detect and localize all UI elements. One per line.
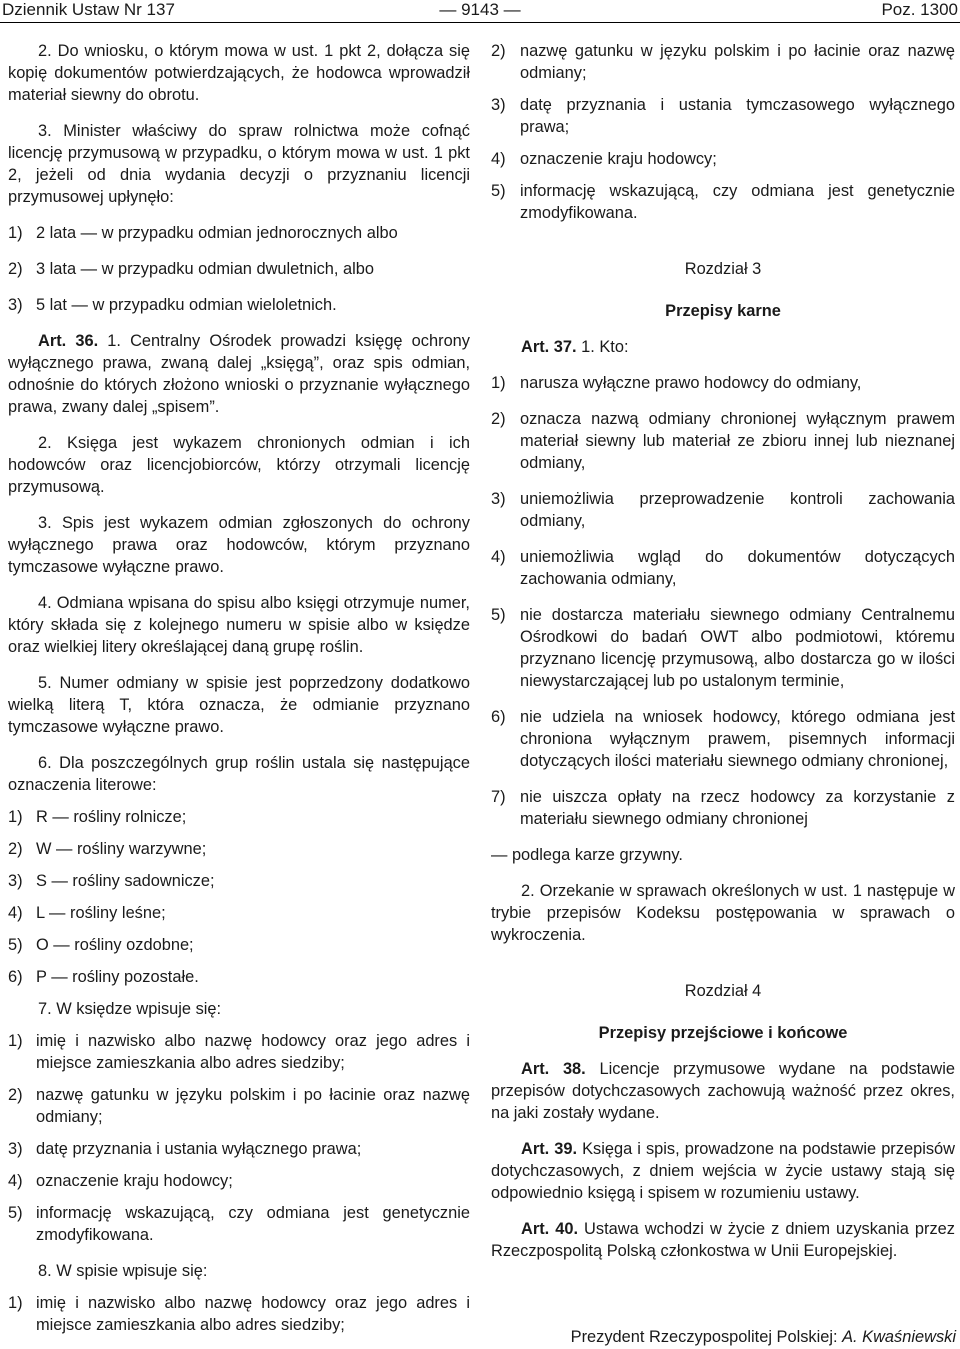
journal-title: Dziennik Ustaw Nr 137 [2,0,175,19]
list-item: 2) oznacza nazwą odmiany chronionej wyłącznym prawem materiał siewny lub materiał ze zbioru innej lub nieznanej odmiany, [491,410,955,472]
paragraph-art36-5: 5. Numer odmiany w spisie jest poprzedzony dodatkowo wielką literą T, która oznacza, że odmianie przyznano tymczasowe wyłączne prawo. [8,674,470,736]
list-item: 4) L — rośliny leśne; [8,904,166,922]
list-item: 4) oznaczenie kraju hodowcy; [8,1172,233,1190]
periods-list [8,222,470,316]
list-item: 1) R — rośliny rolnicze; [8,808,187,826]
letters-list [8,806,470,988]
paragraph-art35-3: 3. Minister właściwy do spraw rolnictwa może cofnąć licencję przymusową w przypadku, o którym mowa w ust. 1 pkt 2, jeżeli od dnia wydania decyzji o przyznaniu licencji przymusowej upłynęło: [8,122,470,206]
chapter-4-title: Przepisy przejściowe i końcowe [598,1024,848,1042]
list-item: 1) imię i nazwisko albo nazwę hodowcy oraz jego adres i miejsce zamieszkania albo adres siedziby; [8,1032,470,1072]
article-label: Art. 37. [521,338,577,356]
page-number: — 9143 — [439,0,521,19]
paragraph-art37-2: 2. Orzekanie w sprawach określonych w ust. 1 następuje w trybie przepisów Kodeksu postępowania w sprawach o wykroczenia. [491,882,955,944]
chapter-3-title: Przepisy karne [665,302,781,320]
paragraph-art40: Art. 40. Ustawa wchodzi w życie z dniem uzyskania przez Rzeczpospolitą Polską członkostwa w Unii Europejskiej. [491,1220,955,1260]
offences-list [491,372,955,830]
list-item: 2) 3 lata — w przypadku odmian dwuletnich, albo [8,260,375,278]
list-item: 2) W — rośliny warzywne; [8,840,207,858]
list-item: 3) datę przyznania i ustania tymczasowego wyłącznego prawa; [491,96,955,136]
left-column [8,40,470,1336]
list-item: 5) O — rośliny ozdobne; [8,936,194,954]
list-item: 6) P — rośliny pozostałe. [8,968,199,986]
article-label: Art. 38. [521,1060,586,1078]
paragraph-art35-2: 2. Do wniosku, o którym mowa w ust. 1 pkt 2, dołącza się kopię dokumentów potwierdzających, że hodowca wprowadził materiał siewny do obrotu. [8,42,470,104]
article-label: Art. 39. [521,1140,578,1158]
list-item: 6) nie udziela na wniosek hodowcy, którego odmiana jest chroniona wyłącznym prawem, pisemnych informacji dotyczących ilości materiału siewnego odmiany chronionej, [491,708,955,770]
list-item: 3) 5 lat — w przypadku odmian wieloletnich. [8,296,337,314]
list-item: 1) 2 lata — w przypadku odmian jednorocznych albo [8,224,398,242]
article-label: Art. 36. [38,332,99,350]
list-item: 1) imię i nazwisko albo nazwę hodowcy oraz jego adres i miejsce zamieszkania albo adres siedziby; [8,1294,470,1334]
signature-role: Prezydent Rzeczypospolitej Polskiej: [570,1328,843,1346]
list-item: 5) nie dostarcza materiału siewnego odmiany Centralnemu Ośrodkowi do badań OWT albo podmiotowi, któremu przyznano licencję przymusową, albo dostarcza go w ilości niewystarczającej lub po ustalonym terminie, [491,606,955,690]
list-item: 4) uniemożliwia wgląd do dokumentów dotyczących zachowania odmiany, [491,548,955,588]
signature [571,1326,956,1348]
paragraph-art36-6: 6. Dla poszczególnych grup roślin ustala się następujące oznaczenia literowe: [8,754,470,794]
chapter-3-heading: Rozdział 3 [684,260,762,278]
article-label: Art. 40. [521,1220,579,1238]
signature-name: A. Kwaśniewski [842,1328,956,1346]
penalty-clause: — podlega karze grzywny. [491,846,683,864]
list-item: 2) nazwę gatunku w języku polskim i po łacinie oraz nazwę odmiany; [8,1086,470,1126]
chapter-4-heading: Rozdział 4 [684,982,762,1000]
paragraph-art39: Art. 39. Księga i spis, prowadzone na podstawie przepisów dotychczasowych, z dniem wejścia w życie ustawy stają się odpowiednio księgą i spisem w rozumieniu ustawy. [491,1140,955,1202]
paragraph-art37-1: Art. 37. 1. Kto: [521,338,629,356]
page-header [0,0,960,23]
list-item: 1) narusza wyłączne prawo hodowcy do odmiany, [491,374,862,392]
list-item: 5) informację wskazującą, czy odmiana jest genetycznie zmodyfikowana. [491,182,955,222]
paragraph-art36-2: 2. Księga jest wykazem chronionych odmian i ich hodowców oraz licencjobiorców, którzy otrzymali licencję przymusową. [8,434,470,496]
list-item: 3) datę przyznania i ustania wyłącznego prawa; [8,1140,362,1158]
list-item: 5) informację wskazującą, czy odmiana jest genetycznie zmodyfikowana. [8,1204,470,1244]
list-item: 7) nie uiszcza opłaty na rzecz hodowcy za korzystanie z materiału siewnego odmiany chronionej [491,788,955,828]
paragraph-art36-3: 3. Spis jest wykazem odmian zgłoszonych do ochrony wyłącznego prawa oraz hodowców, którym przyznano tymczasowe wyłączne prawo. [8,514,470,576]
position-number: Poz. 1300 [881,0,958,19]
paragraph-art38: Art. 38. Licencje przymusowe wydane na podstawie przepisów dotychczasowych zachowują ważność przez okres, na jaki zostały wydane. [491,1060,955,1122]
paragraph-art36-7: 7. W księdze wpisuje się: [38,1000,222,1018]
list-item: 3) uniemożliwia przeprowadzenie kontroli zachowania odmiany, [491,490,955,530]
right-column [491,40,955,1262]
list-item: 2) nazwę gatunku w języku polskim i po łacinie oraz nazwę odmiany; [491,42,955,82]
book-entries-list [8,1030,470,1246]
paragraph-art36-4: 4. Odmiana wpisana do spisu albo księgi otrzymuje numer, który składa się z kolejnego numeru w spisie albo w księdze oraz wielkiej litery określającej daną grupę roślin. [8,594,470,656]
list-item: 3) S — rośliny sadownicze; [8,872,215,890]
paragraph-art36-1: Art. 36. 1. Centralny Ośrodek prowadzi księgę ochrony wyłącznego prawa, zwaną dalej „księgą”, oraz spis odmian, odnośnie do których złożono wnioski o przyznanie wyłącznego prawa, zwany dalej „spisem”. [8,332,470,416]
list-item: 4) oznaczenie kraju hodowcy; [491,150,717,168]
paragraph-art36-8: 8. W spisie wpisuje się: [38,1262,208,1280]
